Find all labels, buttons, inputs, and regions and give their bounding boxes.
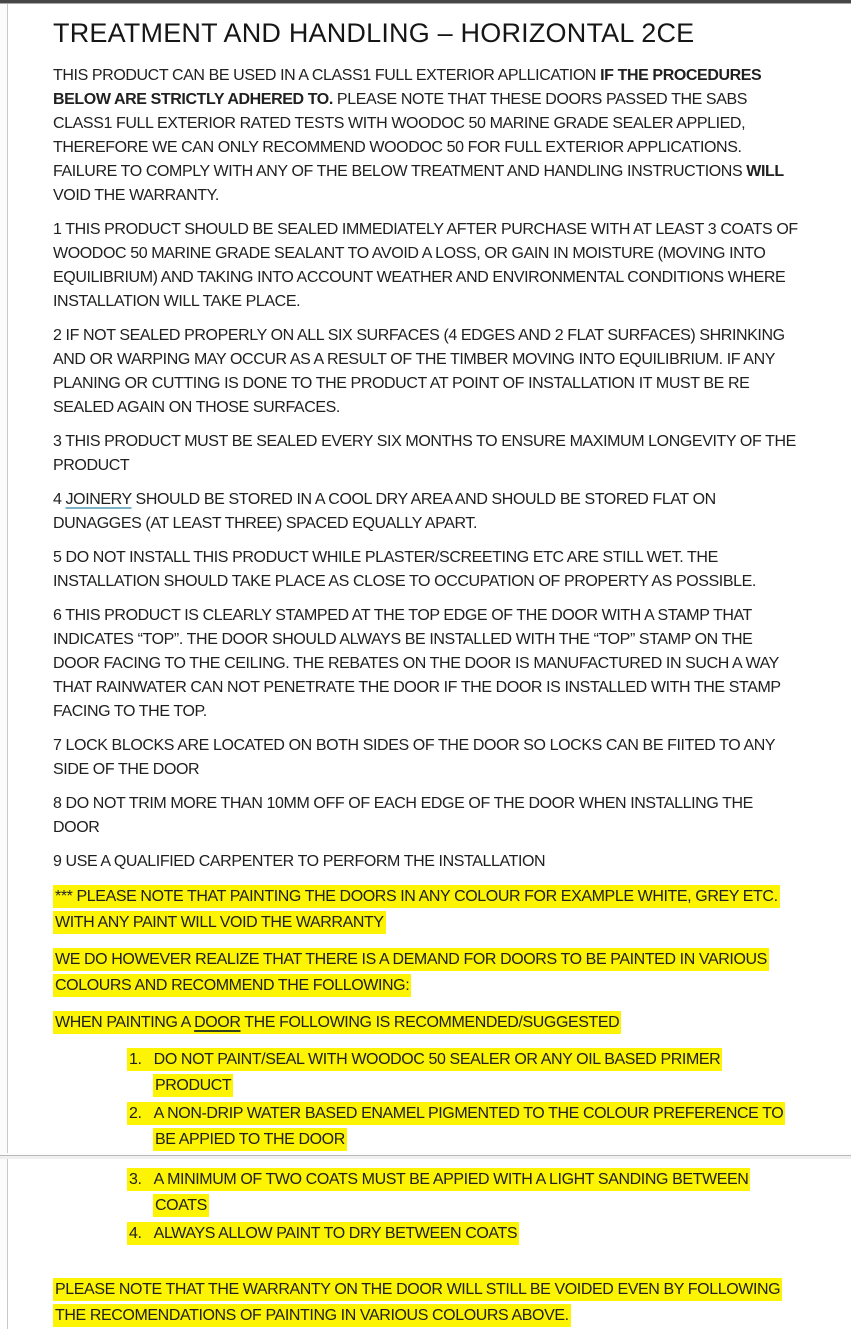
instruction-paragraph: 5 DO NOT INSTALL THIS PRODUCT WHILE PLASTER/SCREETING ETC ARE STILL WET. THE INSTALLATION SHOULD TAKE PLACE AS CLOSE TO OCCUPATION OF PROPERTY AS POSSIBLE. bbox=[53, 549, 756, 590]
painting-note-paragraph: *** PLEASE NOTE THAT PAINTING THE DOORS IN ANY COLOUR FOR EXAMPLE WHITE, GREY ETC. WITH ANY PAINT WILL VOID THE WARRANTY bbox=[53, 884, 801, 936]
intro-paragraph: THIS PRODUCT CAN BE USED IN A CLASS1 FULL EXTERIOR APLLICATION IF THE PROCEDURES BELOW ARE STRICTLY ADHERED TO. PLEASE NOTE THAT THESE DOORS PASSED THE SABS CLASS1 FULL EXTERIOR RATED TESTS WITH WOODOC 50 MARINE GRADE SEALER APPLIED, THEREFORE WE CAN ONLY RECOMMEND WOODOC 50 FOR FULL EXTERIOR APPLICATIONS. FAILURE TO COMPLY WITH ANY OF THE BELOW TREATMENT AND HANDLING INSTRUCTIONS WILL VOID THE WARRANTY. bbox=[53, 67, 784, 204]
instruction-paragraph: 2 IF NOT SEALED PROPERLY ON ALL SIX SURFACES (4 EDGES AND 2 FLAT SURFACES) SHRINKING AND OR WARPING MAY OCCUR AS A RESULT OF THE TIMBER MOVING INTO EQUILIBRIUM. IF ANY PLANING OR CUTTING IS DONE TO THE PRODUCT AT POINT OF INSTALLATION IT MUST BE RE SEALED AGAIN ON THOSE SURFACES. bbox=[53, 327, 785, 416]
painting-note-paragraph: WHEN PAINTING A DOOR THE FOLLOWING IS RECOMMENDED/SUGGESTED bbox=[53, 1010, 801, 1036]
instruction-paragraph: 8 DO NOT TRIM MORE THAN 10MM OFF OF EACH EDGE OF THE DOOR WHEN INSTALLING THE DOOR bbox=[53, 795, 753, 836]
instruction-paragraph: 3 THIS PRODUCT MUST BE SEALED EVERY SIX MONTHS TO ENSURE MAXIMUM LONGEVITY OF THE PRODUCT bbox=[53, 433, 796, 474]
painting-list-part-1 bbox=[53, 1047, 801, 1153]
painting-list-item: 1. DO NOT PAINT/SEAL WITH WOODOC 50 SEALER OR ANY OIL BASED PRIMER PRODUCT bbox=[53, 1047, 801, 1099]
painting-notes-section bbox=[53, 884, 801, 1036]
page-1 bbox=[7, 4, 851, 1153]
page-title: TREATMENT AND HANDLING – HORIZONTAL 2CE bbox=[53, 18, 695, 48]
instruction-paragraph: 7 LOCK BLOCKS ARE LOCATED ON BOTH SIDES OF THE DOOR SO LOCKS CAN BE FIITED TO ANY SIDE OF THE DOOR bbox=[53, 737, 775, 778]
painting-list-item: 2. A NON-DRIP WATER BASED ENAMEL PIGMENTED TO THE COLOUR PREFERENCE TO BE APPIED TO THE DOOR bbox=[53, 1101, 801, 1153]
instruction-paragraph: 4 JOINERY SHOULD BE STORED IN A COOL DRY AREA AND SHOULD BE STORED FLAT ON DUNAGGES (AT LEAST THREE) SPACED EQUALLY APART. bbox=[53, 491, 716, 532]
painting-note-paragraph: WE DO HOWEVER REALIZE THAT THERE IS A DEMAND FOR DOORS TO BE PAINTED IN VARIOUS COLOURS AND RECOMMEND THE FOLLOWING: bbox=[53, 947, 801, 999]
painting-list-item: 3. A MINIMUM OF TWO COATS MUST BE APPIED WITH A LIGHT SANDING BETWEEN COATS bbox=[53, 1167, 801, 1219]
instruction-paragraph: 1 THIS PRODUCT SHOULD BE SEALED IMMEDIATELY AFTER PURCHASE WITH AT LEAST 3 COATS OF WOODOC 50 MARINE GRADE SEALANT TO AVOID A LOSS, OR GAIN IN MOISTURE (MOVING INTO EQUILIBRIUM) AND TAKING INTO ACCOUNT WEATHER AND ENVIRONMENTAL CONDITIONS WHERE INSTALLATION WILL TAKE PLACE. bbox=[53, 221, 798, 310]
painting-list-part-2 bbox=[53, 1167, 801, 1247]
instructions-section bbox=[53, 218, 801, 874]
painting-list-item: 4. ALWAYS ALLOW PAINT TO DRY BETWEEN COATS bbox=[53, 1221, 801, 1247]
page-2 bbox=[7, 1159, 851, 1329]
instruction-paragraph: 9 USE A QUALIFIED CARPENTER TO PERFORM THE INSTALLATION bbox=[53, 853, 546, 870]
instruction-paragraph: 6 THIS PRODUCT IS CLEARLY STAMPED AT THE TOP EDGE OF THE DOOR WITH A STAMP THAT INDICATES “TOP”. THE DOOR SHOULD ALWAYS BE INSTALLED WITH THE “TOP” STAMP ON THE DOOR FACING TO THE CEILING. THE REBATES ON THE DOOR IS MANUFACTURED IN SUCH A WAY THAT RAINWATER CAN NOT PENETRATE THE DOOR IF THE DOOR IS INSTALLED WITH THE STAMP FACING TO THE TOP. bbox=[53, 607, 781, 720]
warranty-footer-note: PLEASE NOTE THAT THE WARRANTY ON THE DOOR WILL STILL BE VOIDED EVEN BY FOLLOWING THE RECOMENDATIONS OF PAINTING IN VARIOUS COLOURS ABOVE. bbox=[53, 1277, 801, 1329]
